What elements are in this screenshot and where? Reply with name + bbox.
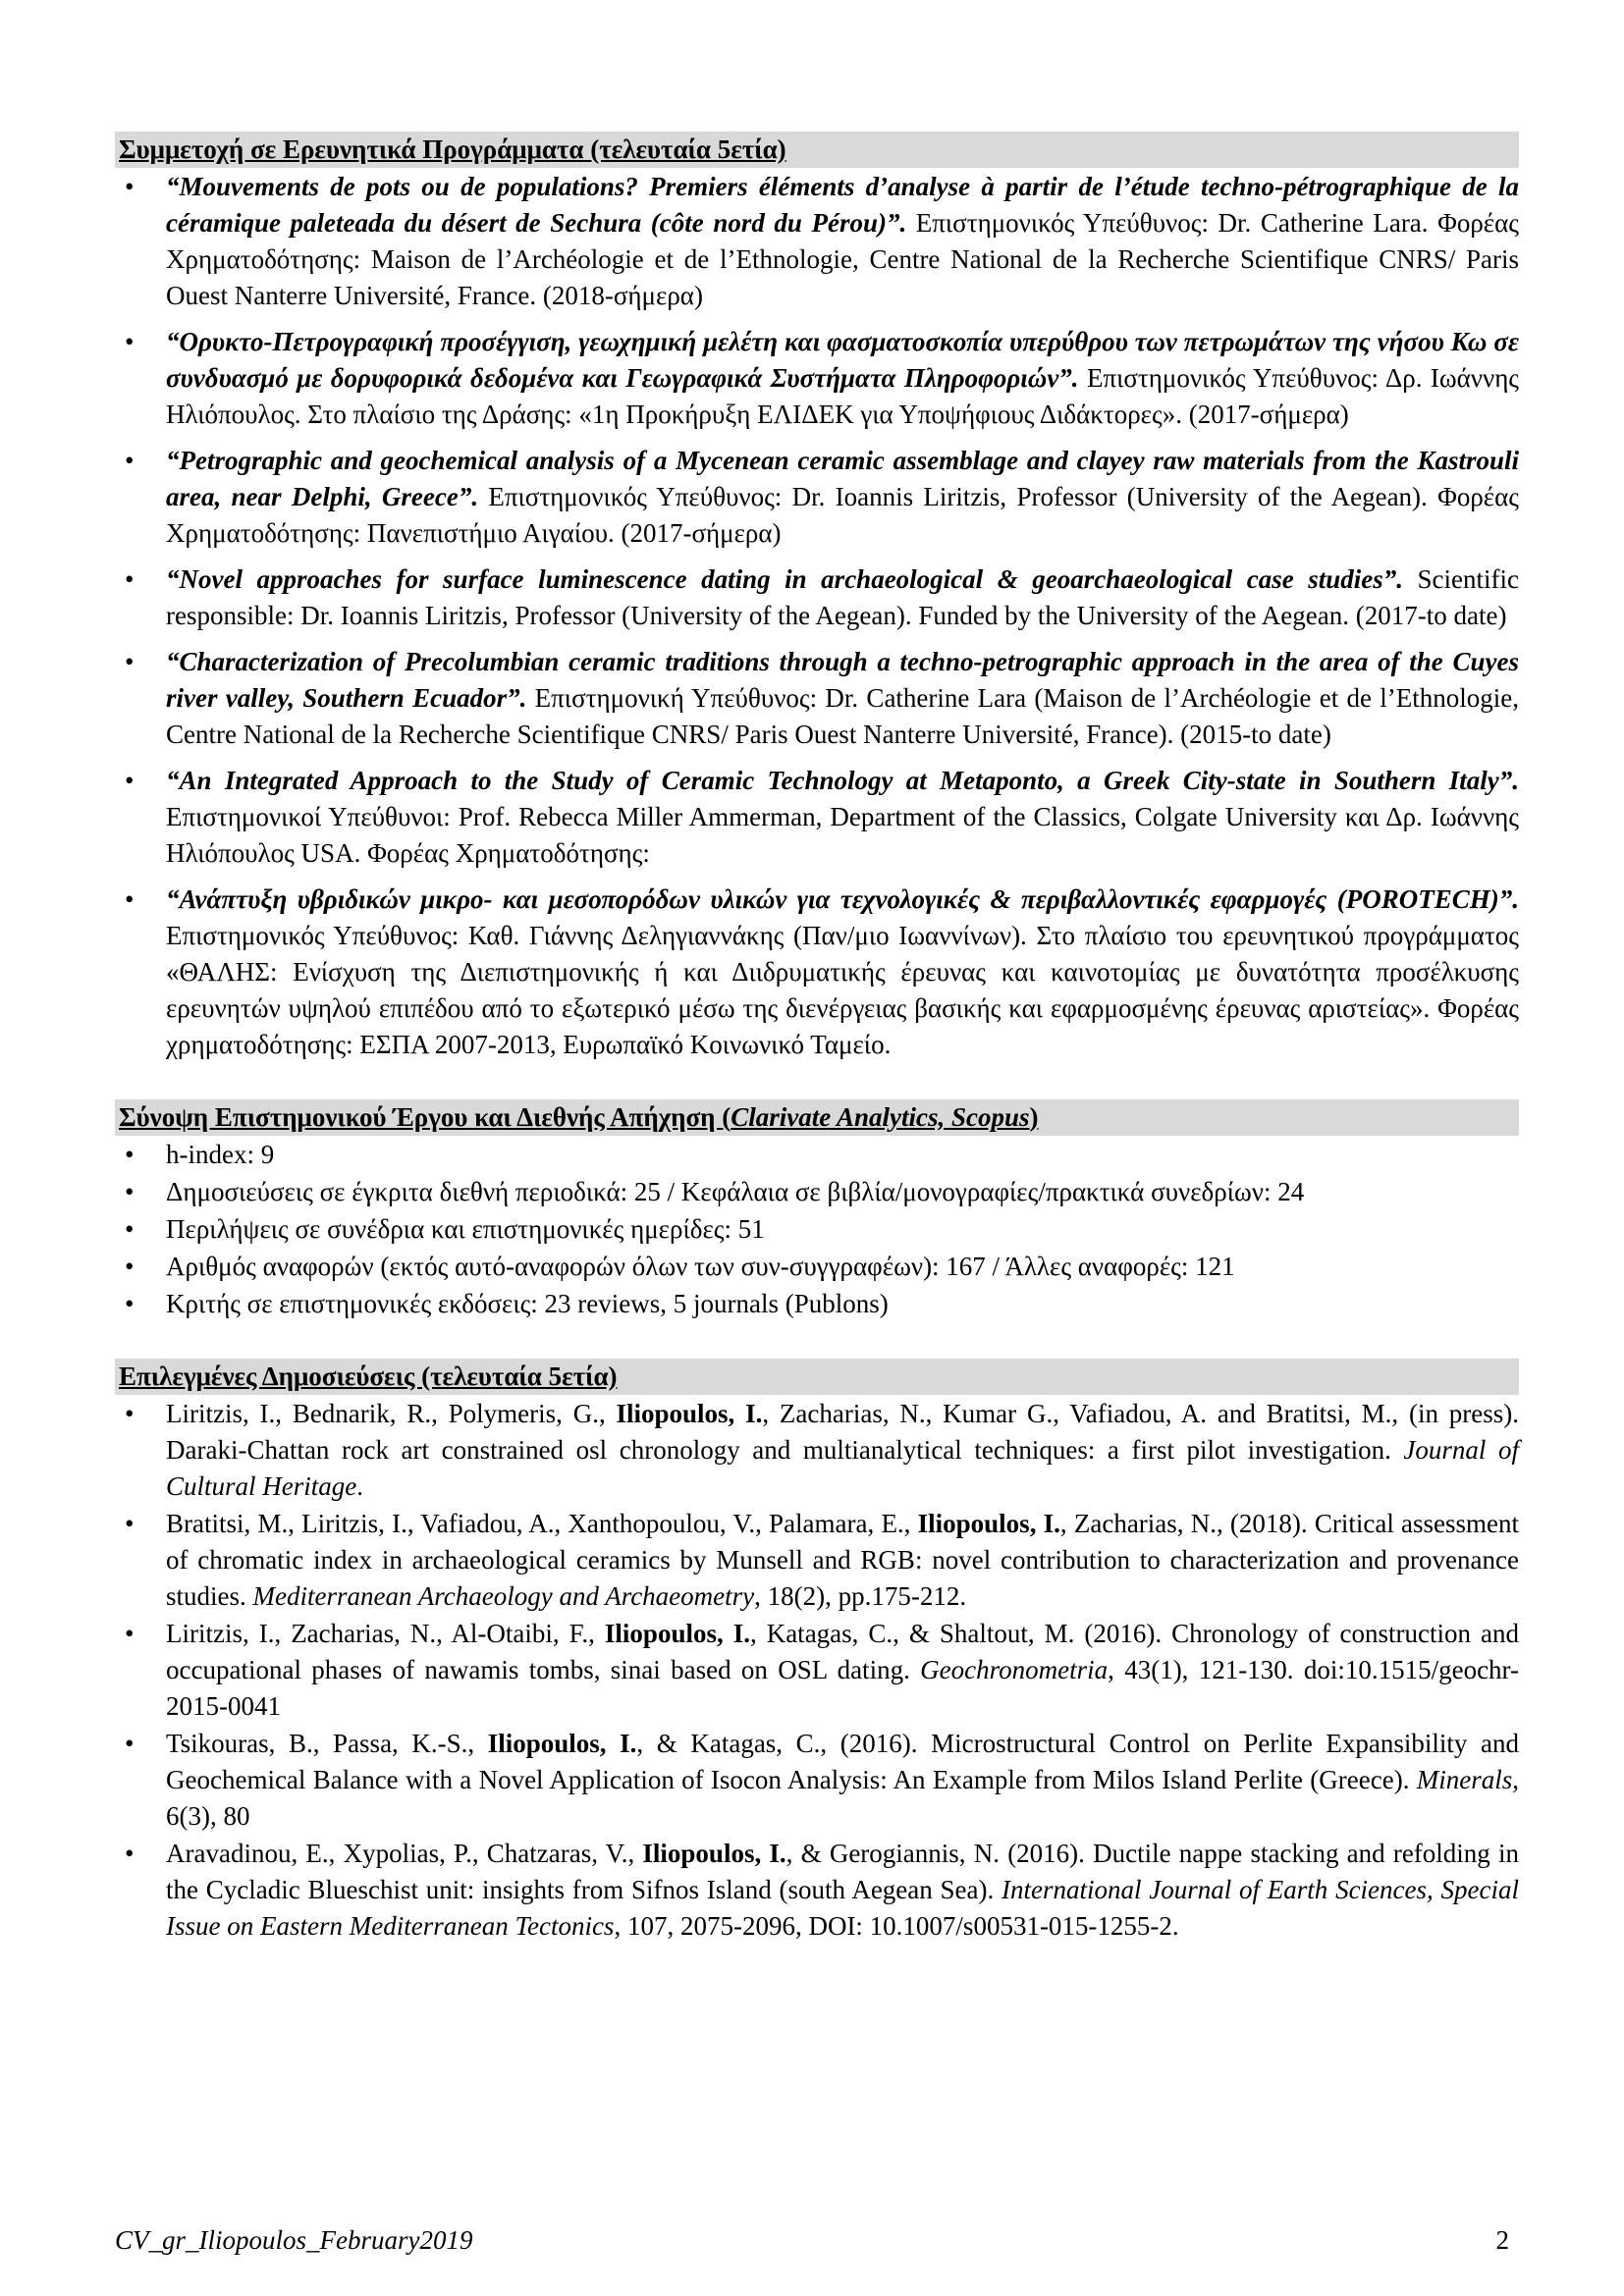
heading-text: Σύνοψη Επιστημονικού Έργου και Διεθνής Απήχηση ( bbox=[119, 1102, 731, 1132]
list-item: • Αριθμός αναφορών (εκτός αυτό-αναφορών όλων των συν-συγγραφέων): 167 / Άλλες αναφορές: 121 bbox=[115, 1249, 1519, 1285]
list-item bbox=[115, 763, 1519, 872]
publication-text: , Zacharias, N., (2018). Critical assessment of chromatic index in archaeological ceramics by Munsell and RGB: novel contribution to characterization and provenance studies. bbox=[166, 1509, 1520, 1611]
publication-tail: , 43(1), 121-130. doi:10.1515/geochr-2015-0041 bbox=[166, 1655, 1519, 1721]
journal-name: Geochronometria bbox=[920, 1655, 1109, 1684]
document-name: CV_gr_Iliopoulos_February2019 bbox=[115, 2225, 473, 2255]
list-item bbox=[115, 169, 1519, 314]
highlighted-author: Iliopoulos, I. bbox=[487, 1729, 637, 1758]
section-heading: Επιλεγμένες Δημοσιεύσεις (τελευταία 5ετία) bbox=[115, 1359, 1519, 1395]
publication-text: , & Gerogiannis, N. (2016). Ductile nappe stacking and refolding in the Cycladic Blueschist unit: insights from Sifnos Island (south Aegean Sea). bbox=[166, 1839, 1519, 1904]
highlighted-author: Iliopoulos, I. bbox=[642, 1839, 786, 1868]
list-item: • Περιλήψεις σε συνέδρια και επιστημονικές ημερίδες: 51 bbox=[115, 1211, 1519, 1248]
publication-item bbox=[115, 1616, 1519, 1725]
publication-tail: . bbox=[356, 1471, 363, 1501]
project-details: Scientific responsible: Dr. Ioannis Liritzis, Professor (University of the Aegean). Funded by the University of the Aegean. (2017-to date) bbox=[166, 564, 1519, 630]
page-number: 2 bbox=[1495, 2225, 1509, 2255]
highlighted-author: Iliopoulos, I. bbox=[616, 1399, 763, 1428]
project-title: “An Integrated Approach to the Study of Ceramic Technology at Metaponto, a Greek City-state in Southern Italy”. bbox=[166, 766, 1519, 795]
publication-item bbox=[115, 1396, 1519, 1505]
authors-text: Bratitsi, M., Liritzis, I., Vafiadou, A., Xanthopoulou, V., Palamara, E., bbox=[166, 1509, 918, 1538]
list-item bbox=[115, 561, 1519, 634]
heading-italic-text: Clarivate Analytics, Scopus bbox=[731, 1102, 1030, 1132]
document-body bbox=[115, 132, 1519, 1981]
project-details: Επιστημονικός Υπεύθυνος: Dr. Ioannis Liritzis, Professor (University of the Aegean). Φορέας Χρηματοδότησης: Πανεπιστήμιο Αιγαίου. (2017-σήμερα) bbox=[166, 482, 1519, 548]
publication-item bbox=[115, 1506, 1519, 1615]
list-item bbox=[115, 644, 1519, 753]
section-heading bbox=[115, 1099, 1519, 1136]
list-item bbox=[115, 324, 1519, 433]
heading-end-text: ) bbox=[1029, 1102, 1039, 1132]
publication-item bbox=[115, 1726, 1519, 1835]
project-details: Επιστημονικός Υπεύθυνος: Δρ. Ιωάννης Ηλιόπουλος. Στο πλαίσιο της Δράσης: «1η Προκήρυξη ΕΛΙΔΕΚ για Υποψήφιους Διδάκτορες». (2017-σήμερα) bbox=[166, 363, 1519, 429]
publication-tail: , 107, 2075-2096, DOI: 10.1007/s00531-015-1255-2. bbox=[614, 1911, 1179, 1941]
publications-section bbox=[115, 1359, 1519, 1945]
authors-text: Aravadinou, E., Xypolias, P., Chatzaras, V., bbox=[166, 1839, 643, 1868]
project-details: Επιστημονική Υπεύθυνος: Dr. Catherine Lara (Maison de l’Archéologie et de l’Ethnologie, Centre National de la Recherche Scientifique CNRS/ Paris Ouest Nanterre Université, France). (2015-to date) bbox=[166, 683, 1519, 749]
page-footer bbox=[115, 2222, 1509, 2259]
project-details: Επιστημονικοί Υπεύθυνοι: Prof. Rebecca Miller Ammerman, Department of the Classics, Colgate University και Δρ. Ιωάννης Ηλιόπουλος USA. Φορέας Χρηματοδότησης: bbox=[166, 802, 1519, 868]
publications-list bbox=[115, 1396, 1519, 1945]
project-title: “Petrographic and geochemical analysis of a Mycenean ceramic assemblage and clayey raw materials from the Kastrouli area, near Delphi, Greece”. bbox=[166, 446, 1519, 511]
highlighted-author: Iliopoulos, I. bbox=[917, 1509, 1060, 1538]
authors-text: Liritzis, I., Bednarik, R., Polymeris, G., bbox=[166, 1399, 617, 1428]
publication-text: , & Katagas, C., (2016). Microstructural Control on Perlite Expansibility and Geochemical Balance with a Novel Application of Isocon Analysis: An Example from Milos Island Perlite (Greece). bbox=[166, 1729, 1519, 1794]
research-projects-section bbox=[115, 132, 1519, 1063]
summary-section bbox=[115, 1099, 1519, 1322]
list-item bbox=[115, 881, 1519, 1063]
publication-text: , Zacharias, N., Kumar G., Vafiadou, A. and Bratitsi, M., (in press). Daraki-Chattan rock art constrained osl chronology and multianalytical techniques: a first pilot investigation. bbox=[166, 1399, 1519, 1465]
journal-name: International Journal of Earth Sciences, Special Issue on Eastern Mediterranean Tectonics bbox=[166, 1875, 1519, 1941]
project-title: “Ανάπτυξη υβριδικών μικρο- και μεσοπορόδων υλικών για τεχνολογικές & περιβαλλοντικές εφαρμογές (POROTECH)”. bbox=[166, 884, 1519, 914]
list-item: • Δημοσιεύσεις σε έγκριτα διεθνή περιοδικά: 25 / Κεφάλαια σε βιβλία/μονογραφίες/πρακτικά συνεδρίων: 24 bbox=[115, 1174, 1519, 1210]
list-item bbox=[115, 443, 1519, 552]
research-projects-list bbox=[115, 169, 1519, 1063]
publication-text: , Katagas, C., & Shaltout, M. (2016). Chronology of construction and occupational phases of nawamis tombs, sinai based on OSL dating. bbox=[166, 1619, 1519, 1684]
list-item: • Κριτής σε επιστημονικές εκδόσεις: 23 reviews, 5 journals (Publons) bbox=[115, 1286, 1519, 1322]
publication-tail: , 6(3), 80 bbox=[166, 1765, 1519, 1831]
summary-list bbox=[115, 1137, 1519, 1322]
project-title: “Mouvements de pots ou de populations? Premiers éléments d’analyse à partir de l’étude techno-pétrographique de la céramique paleteada du désert de Sechura (côte nord du Pérou)”. bbox=[166, 172, 1519, 238]
list-item: • h-index: 9 bbox=[115, 1137, 1519, 1173]
section-heading: Συμμετοχή σε Ερευνητικά Προγράμματα (τελευταία 5ετία) bbox=[115, 132, 1519, 168]
project-details: Επιστημονικός Υπεύθυνος: Dr. Catherine Lara. Φορέας Χρηματοδότησης: Maison de l’Archéologie et de l’Ethnologie, Centre National de la Recherche Scientifique CNRS/ Paris Ouest Nanterre Université, France. (2018-σήμερα) bbox=[166, 208, 1519, 310]
journal-name: Mediterranean Archaeology and Archaeometry bbox=[252, 1581, 755, 1611]
project-title: “Novel approaches for surface luminescence dating in archaeological & geoarchaeological case studies”. bbox=[166, 564, 1403, 594]
project-details: Επιστημονικός Υπεύθυνος: Καθ. Γιάννης Δεληγιαννάκης (Παν/μιο Ιωαννίνων). Στο πλαίσιο του ερευνητικού προγράμματος «ΘΑΛΗΣ: Ενίσχυση της Διεπιστημονικής ή και Διιδρυματικής έρευνας και καινοτομίας με δυνατότητα προσέλκυσης ερευνητών υψηλού επιπέδου από το εξωτερικό μέσω της διενέργειας βασικής και εφαρμοσμένης έρευνας αριστείας». Φορέας χρηματοδότησης: ΕΣΠΑ 2007-2013, Ευρωπαϊκό Κοινωνικό Ταμείο. bbox=[166, 921, 1519, 1059]
publication-item bbox=[115, 1836, 1519, 1945]
journal-name: Journal of Cultural Heritage bbox=[166, 1435, 1519, 1501]
authors-text: Liritzis, I., Zacharias, N., Al-Otaibi, F., bbox=[166, 1619, 605, 1648]
authors-text: Tsikouras, B., Passa, K.-S., bbox=[166, 1729, 488, 1758]
project-title: “Ορυκτο-Πετρογραφική προσέγγιση, γεωχημική μελέτη και φασματοσκοπία υπερύθρου των πετρωμάτων της νήσου Κω σε συνδυασμό με δορυφορικά δεδομένα και Γεωγραφικά Συστήματα Πληροφοριών”. bbox=[166, 327, 1519, 393]
journal-name: Minerals bbox=[1416, 1765, 1513, 1794]
project-title: “Characterization of Precolumbian ceramic traditions through a techno-petrographic approach in the area of the Cuyes river valley, Southern Ecuador”. bbox=[166, 647, 1519, 713]
highlighted-author: Iliopoulos, I. bbox=[604, 1619, 750, 1648]
publication-tail: , 18(2), pp.175-212. bbox=[754, 1581, 967, 1611]
